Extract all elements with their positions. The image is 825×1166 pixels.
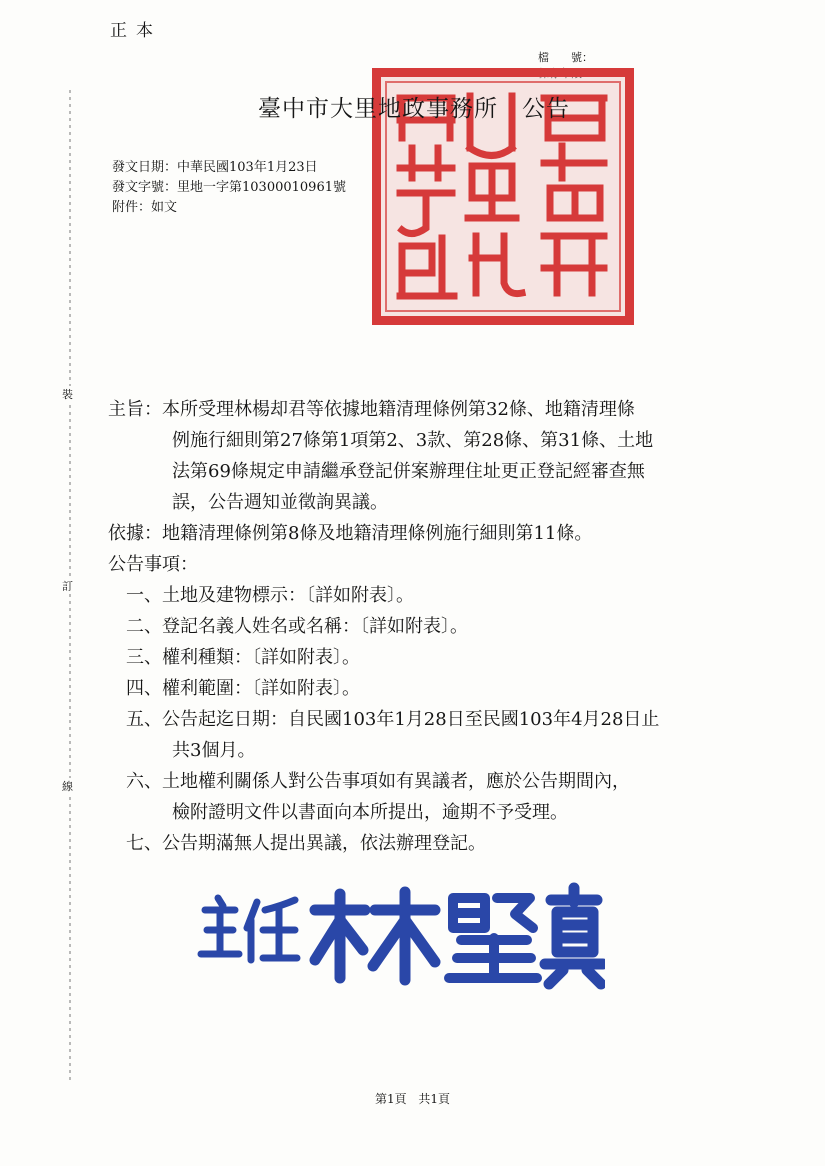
- issue-date: 發文日期：中華民國103年1月23日: [112, 160, 318, 175]
- subject-line: 主旨：本所受理林楊却君等依據地籍清理條例第32條、地籍清理條: [108, 399, 635, 420]
- file-number-label: 檔 號：: [538, 51, 593, 64]
- notice-item-continuation: 檢附證明文件以書面向本所提出，逾期不予受理。: [172, 802, 568, 823]
- notice-item: 五、公告起迄日期：自民國103年1月28日至民國103年4月28日止: [126, 709, 660, 730]
- current-page: 第1頁: [374, 1092, 407, 1106]
- subject-line: 法第69條規定申請繼承登記併案辦理住址更正登記經審查無: [172, 461, 645, 482]
- subject-line: 例施行細則第27條第1項第2、3款、第28條、第31條、土地: [172, 430, 654, 451]
- page-number: [0, 1090, 825, 1107]
- notice-item: 四、權利範圍：〔詳如附表〕。: [126, 678, 360, 699]
- items-heading: 公告事項：: [108, 554, 198, 575]
- binding-char-line: 線: [62, 780, 73, 793]
- attachment: 附件：如文: [112, 200, 178, 215]
- notice-title: 臺中市大里地政事務所 公告: [258, 96, 570, 122]
- binding-line: [0, 0, 100, 1166]
- total-pages: 共1頁: [418, 1092, 451, 1106]
- issuance-meta: [112, 158, 346, 218]
- retention-label: 保存年限：: [538, 67, 593, 80]
- notice-body: [108, 394, 768, 859]
- notice-item: 二、登記名義人姓名或名稱：〔詳如附表〕。: [126, 616, 468, 637]
- binding-char-staple: 訂: [62, 580, 73, 593]
- basis-line: 依據：地籍清理條例第8條及地籍清理條例施行細則第11條。: [108, 523, 593, 544]
- subject-line: 誤，公告週知並徵詢異議。: [172, 492, 388, 513]
- document-number: 發文字號：里地一字第10300010961號: [112, 180, 346, 195]
- notice-item: 六、土地權利關係人對公告事項如有異議者，應於公告期間內，: [126, 771, 630, 792]
- notice-item-continuation: 共3個月。: [172, 740, 256, 761]
- copy-label: 正本: [110, 21, 162, 41]
- notice-item: 三、權利種類：〔詳如附表〕。: [126, 647, 360, 668]
- notice-item: 一、土地及建物標示：〔詳如附表〕。: [126, 585, 414, 606]
- notice-item: 七、公告期滿無人提出異議，依法辦理登記。: [126, 833, 486, 854]
- binding-char-bind: 裝: [62, 388, 73, 401]
- director-signature-stamp: [185, 880, 605, 990]
